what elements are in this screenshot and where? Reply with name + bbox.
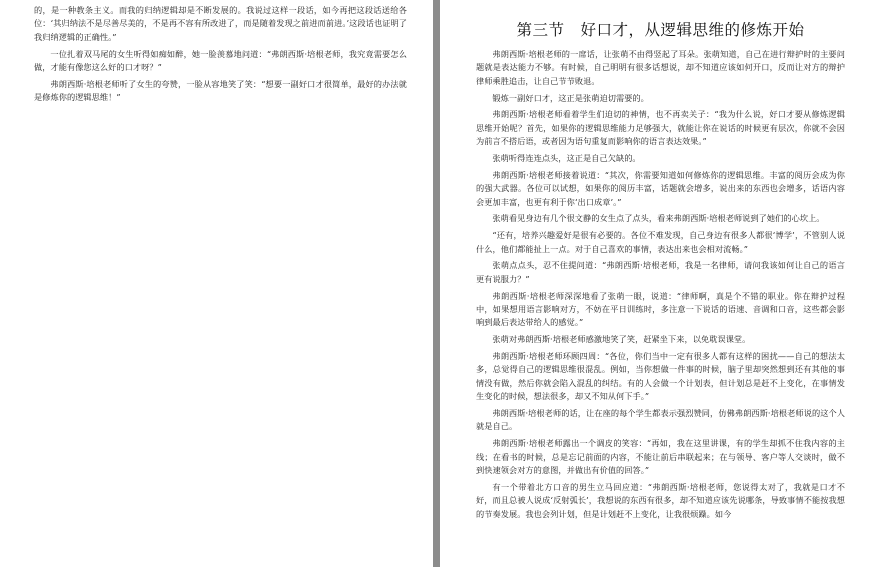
paragraph: 弗朗西斯·培根老师接着说道：“其次，你需要知道如何修炼你的逻辑思维。丰富的阅历会成为你的强大武器。各位可以试想，如果你的阅历丰富，话题就会增多，说出来的东西也会增多，话语内容会更加丰富，也更有利于你‘出口成章’。” xyxy=(476,169,845,207)
paragraph: 弗朗西斯·培根老师环顾四周：“各位，你们当中一定有很多人都有这样的困扰——自己的想法太多，总觉得自己的逻辑思维很混乱。例如，当你想做一件事的时候，脑子里却突然想到还有其他的事情没有做，然后你就会陷入混乱的纠结。有的人会做一个计划表，但计划总是赶不上变化，在事情发生变化的时候，想法很多，却又不知从何下手。” xyxy=(476,351,845,402)
right-page xyxy=(440,0,875,567)
paragraph: 有一个带着北方口音的男生立马回应道：“弗朗西斯·培根老师，您说得太对了，我就是口才不好，而且总被人说成‘反射弧长’，我想说的东西有很多，却不知道应该先说哪条，导致事情不能按我想的节奏发展。我也会列计划，但是计划赶不上变化，让我很烦躁。如今 xyxy=(476,481,845,519)
paragraph: 弗朗西斯·培根老师的一席话，让张萌不由得竖起了耳朵。张萌知道，自己在进行辩护时的主要问题就是表达能力不够。有时候，自己明明有很多话想说，却不知道应该如何开口，反而让对方的辩护律师乘胜追击，让自己节节败退。 xyxy=(476,49,845,86)
paragraph: 一位扎着双马尾的女生听得如痴如醉，她一脸羡慕地问道：“弗朗西斯·培根老师，我究竟需要怎么做，才能有像您这么好的口才呀？” xyxy=(34,48,407,73)
paragraph: 弗朗西斯·培根老师看着学生们迫切的神情，也不再卖关子：“我为什么说，好口才要从修炼逻辑思维开始呢？首先，如果你的逻辑思维能力足够强大，就能让你在说话的时候更有层次，你就不会因为前言不搭后语，或者因为语句重复而影响你的语言表达效果。” xyxy=(476,109,845,147)
paragraph: 弗朗西斯·培根老师深深地看了张萌一眼，说道：“律师啊，真是个不错的职业。你在辩护过程中，如果想用语言影响对方，不妨在平日训练时，多注意一下说话的语速、音调和口音，这些都会影响到最后表达带给人的感觉。” xyxy=(476,290,845,328)
page-divider xyxy=(433,0,440,567)
paragraph: 弗朗西斯·培根老师露出一个调皮的笑容：“再如，我在这里讲课，有的学生却抓不住我内容的主线；在看书的时候，总是忘记前面的内容，不能让前后串联起来；在与领导、客户等人交谈时，做不到快速领会对方的意图，并做出有价值的回答。” xyxy=(476,438,845,476)
paragraph: 张萌听得连连点头，这正是自己欠缺的。 xyxy=(492,153,641,164)
paragraph: 张萌看见身边有几个很文静的女生点了点头，看来弗朗西斯·培根老师说到了她们的心坎上。 xyxy=(492,213,825,224)
paragraph: “还有，培养兴趣爱好是很有必要的。各位不难发现，自己身边有很多人都很‘博学’，不管别人说什么，他们都能扯上一点。对于自己喜欢的事情，表达出来也会相对流畅。” xyxy=(476,230,845,254)
paragraph: 的，是一种教条主义。而我的归纳逻辑却是不断发展的。我说过这样一段话，如今再把这段话送给各位：‘其归纳法不是尽善尽美的，不是再不容有所改进了，而是随着发现之前进而前进。’这段话也证明了我归纳逻辑的正确性。” xyxy=(34,5,407,42)
paragraph: 锻炼一副好口才，这正是张萌迫切需要的。 xyxy=(492,92,649,103)
paragraph: 张萌对弗朗西斯·培根老师感激地笑了笑，赶紧坐下来，以免耽误课堂。 xyxy=(492,334,751,345)
paragraph: 张萌点点头，忍不住提问道：“弗朗西斯·培根老师，我是一名律师，请问我该如何让自己的语言更有说服力？” xyxy=(476,260,845,284)
paragraph: 弗朗西斯·培根老师听了女生的夸赞，一脸从容地笑了笑：“想要一副好口才很简单，最好的办法就是修炼你的逻辑思维！” xyxy=(34,78,407,103)
left-page xyxy=(0,0,433,567)
section-title: 第三节 好口才，从逻辑思维的修炼开始 xyxy=(516,21,805,39)
paragraph: 弗朗西斯·培根老师的话，让在座的每个学生都表示强烈赞同，仿佛弗朗西斯·培根老师说的这个人就是自己。 xyxy=(476,408,845,432)
